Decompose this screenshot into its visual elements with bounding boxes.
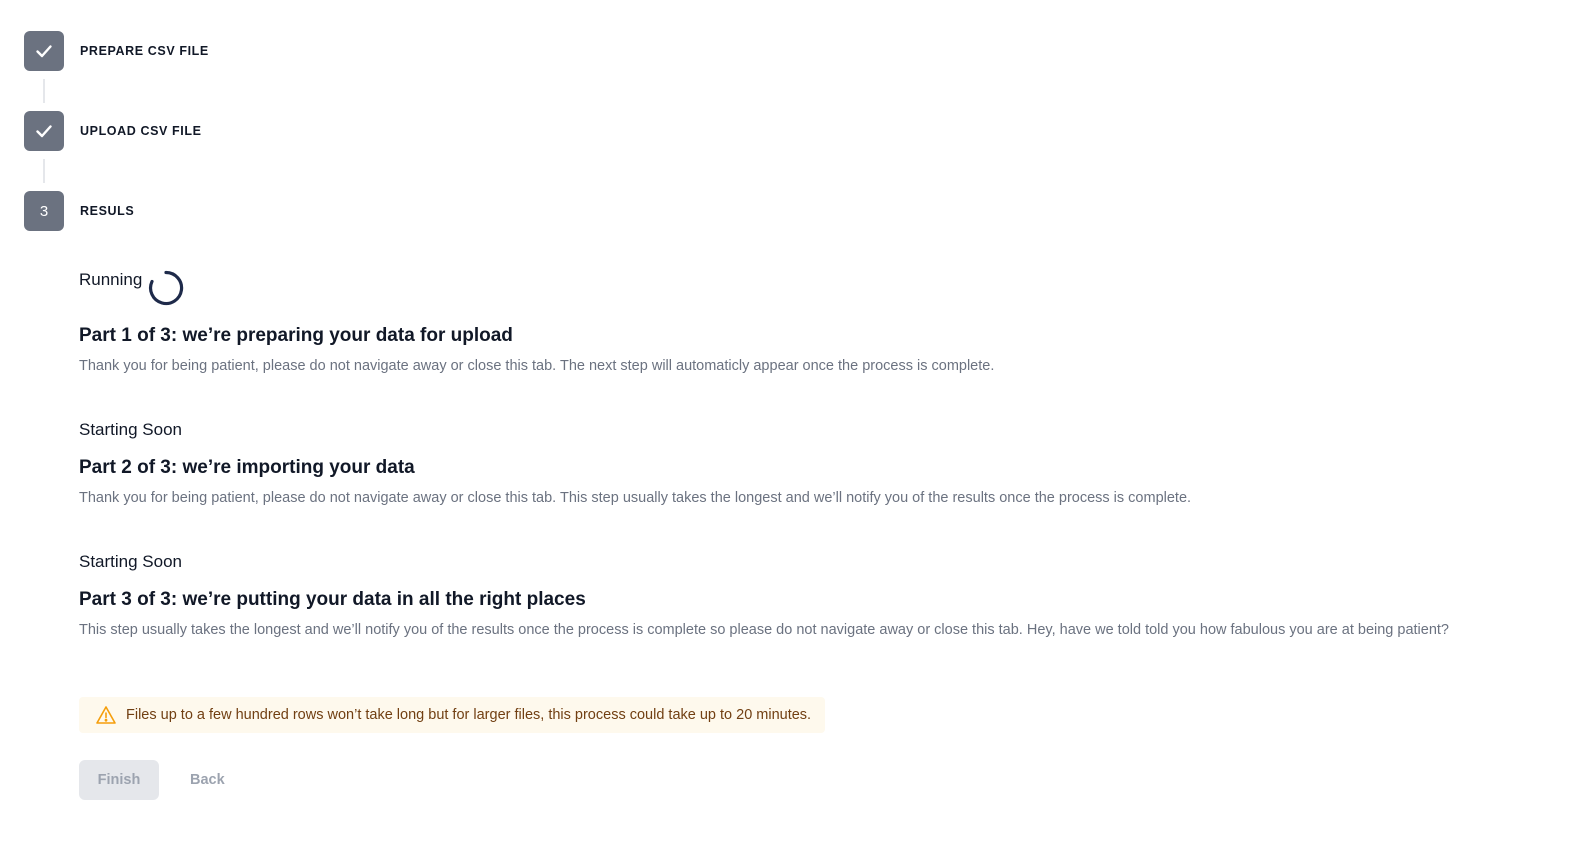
status-text: Running xyxy=(79,270,143,289)
warning-alert xyxy=(79,697,825,733)
part-3 xyxy=(79,548,1579,640)
part-2 xyxy=(79,416,1579,508)
step-label: PREPARE CSV FILE xyxy=(80,44,209,58)
status-row xyxy=(79,266,1579,306)
step-label: UPLOAD CSV FILE xyxy=(80,124,202,138)
step-complete-badge xyxy=(24,31,64,71)
step-upload-csv xyxy=(24,111,209,151)
part-description: Thank you for being patient, please do not navigate away or close this tab. The next step will automaticly appear once the process is complete. xyxy=(79,358,995,374)
status-text: Starting Soon xyxy=(79,552,183,571)
back-button[interactable]: Back xyxy=(190,772,225,788)
step-label: RESULS xyxy=(80,204,135,218)
part-title: Part 3 of 3: we’re putting your data in all the right places xyxy=(79,589,586,610)
alert-text: Files up to a few hundred rows won’t take long but for larger files, this process could take up to 20 minutes. xyxy=(126,707,812,723)
part-title: Part 2 of 3: we’re importing your data xyxy=(79,457,415,478)
part-title: Part 1 of 3: we’re preparing your data for upload xyxy=(79,325,513,346)
loading-spinner-icon xyxy=(148,270,184,306)
part-description: Thank you for being patient, please do not navigate away or close this tab. This step usually takes the longest and we’ll notify you of the results once the process is complete. xyxy=(79,490,1192,506)
check-icon xyxy=(34,121,54,141)
step-number-badge: 3 xyxy=(24,191,64,231)
step-prepare-csv xyxy=(24,31,209,71)
step-results xyxy=(24,191,209,231)
step-connector xyxy=(43,79,45,103)
step-complete-badge xyxy=(24,111,64,151)
status-row xyxy=(79,548,1579,576)
results-panel xyxy=(79,266,1579,800)
part-1 xyxy=(79,266,1579,376)
import-stepper xyxy=(24,31,209,231)
status-row xyxy=(79,416,1579,444)
status-text: Starting Soon xyxy=(79,420,183,439)
check-icon xyxy=(34,41,54,61)
action-bar xyxy=(79,760,1579,800)
warning-triangle-icon xyxy=(95,704,117,726)
step-connector xyxy=(43,159,45,183)
part-description: This step usually takes the longest and we’ll notify you of the results once the process is complete so please do not navigate away or close this tab. Hey, have we told told you how fabulous you are at being patient? xyxy=(79,622,1449,638)
finish-button[interactable]: Finish xyxy=(79,760,159,800)
